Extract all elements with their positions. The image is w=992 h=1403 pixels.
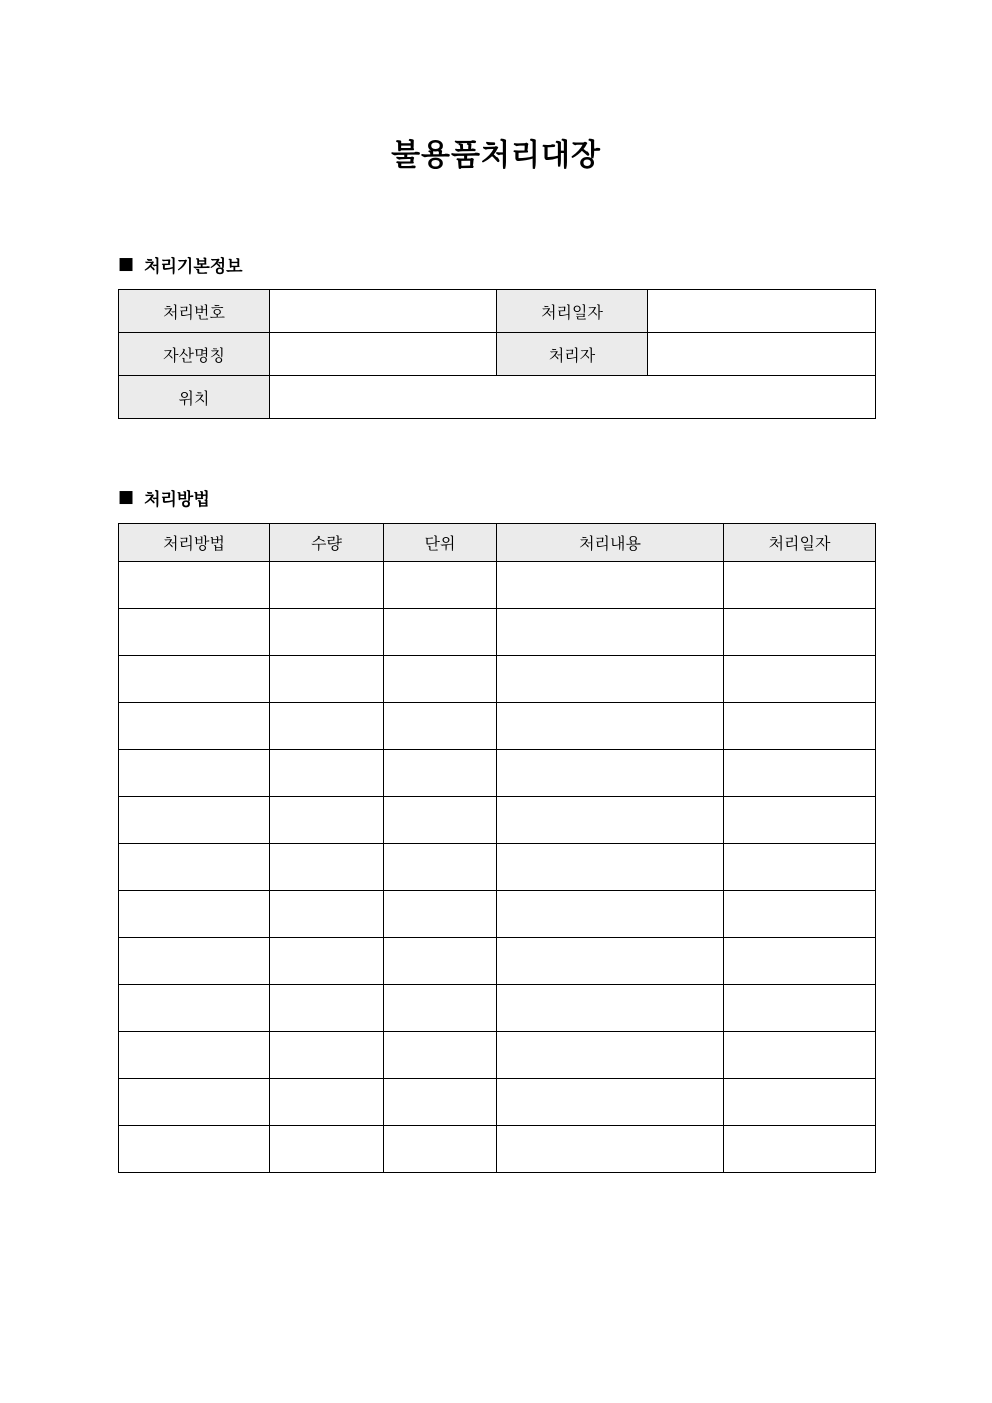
cell-unit[interactable]: [384, 656, 497, 703]
table-row: [119, 985, 876, 1032]
cell-method[interactable]: [119, 891, 270, 938]
cell-quantity[interactable]: [270, 938, 384, 985]
cell-date[interactable]: [724, 609, 876, 656]
square-bullet-icon: ■: [118, 487, 135, 507]
table-row: [119, 609, 876, 656]
cell-unit[interactable]: [384, 609, 497, 656]
cell-content[interactable]: [497, 1079, 724, 1126]
table-row: [119, 1126, 876, 1173]
cell-date[interactable]: [724, 1126, 876, 1173]
table-row: [119, 703, 876, 750]
table-row: [119, 1079, 876, 1126]
method-heading: [118, 484, 210, 510]
square-bullet-icon: ■: [118, 254, 135, 274]
label-process-number: 처리번호: [119, 290, 270, 333]
table-row: [119, 1032, 876, 1079]
field-asset-name[interactable]: [270, 333, 497, 376]
basic-info-heading-label: 처리기본정보: [144, 256, 243, 277]
cell-method[interactable]: [119, 844, 270, 891]
cell-quantity[interactable]: [270, 656, 384, 703]
table-row: [119, 797, 876, 844]
cell-method[interactable]: [119, 985, 270, 1032]
table-row: [119, 938, 876, 985]
cell-method[interactable]: [119, 1032, 270, 1079]
cell-content[interactable]: [497, 609, 724, 656]
cell-quantity[interactable]: [270, 1079, 384, 1126]
cell-unit[interactable]: [384, 562, 497, 609]
cell-quantity[interactable]: [270, 1126, 384, 1173]
cell-date[interactable]: [724, 562, 876, 609]
table-row: [119, 656, 876, 703]
cell-unit[interactable]: [384, 750, 497, 797]
label-location: 위치: [119, 376, 270, 419]
cell-method[interactable]: [119, 703, 270, 750]
cell-date[interactable]: [724, 891, 876, 938]
cell-quantity[interactable]: [270, 750, 384, 797]
column-header-date: 처리일자: [724, 524, 876, 562]
cell-content[interactable]: [497, 562, 724, 609]
cell-date[interactable]: [724, 844, 876, 891]
cell-date[interactable]: [724, 1032, 876, 1079]
field-process-date[interactable]: [648, 290, 876, 333]
table-row: [119, 844, 876, 891]
cell-content[interactable]: [497, 656, 724, 703]
cell-date[interactable]: [724, 797, 876, 844]
column-header-method: 처리방법: [119, 524, 270, 562]
method-table: [118, 523, 876, 1173]
cell-method[interactable]: [119, 797, 270, 844]
cell-quantity[interactable]: [270, 562, 384, 609]
cell-content[interactable]: [497, 891, 724, 938]
cell-quantity[interactable]: [270, 703, 384, 750]
cell-date[interactable]: [724, 985, 876, 1032]
cell-method[interactable]: [119, 609, 270, 656]
cell-quantity[interactable]: [270, 844, 384, 891]
method-heading-label: 처리방법: [144, 489, 210, 510]
cell-content[interactable]: [497, 1126, 724, 1173]
column-header-content: 처리내용: [497, 524, 724, 562]
cell-date[interactable]: [724, 656, 876, 703]
column-header-unit: 단위: [384, 524, 497, 562]
cell-unit[interactable]: [384, 891, 497, 938]
cell-unit[interactable]: [384, 938, 497, 985]
cell-quantity[interactable]: [270, 797, 384, 844]
document-title: 불용품처리대장: [391, 138, 601, 173]
cell-date[interactable]: [724, 1079, 876, 1126]
cell-quantity[interactable]: [270, 891, 384, 938]
cell-method[interactable]: [119, 1079, 270, 1126]
cell-content[interactable]: [497, 938, 724, 985]
cell-method[interactable]: [119, 656, 270, 703]
cell-unit[interactable]: [384, 1126, 497, 1173]
cell-content[interactable]: [497, 750, 724, 797]
basic-info-heading: [118, 251, 243, 277]
cell-method[interactable]: [119, 938, 270, 985]
field-handler[interactable]: [648, 333, 876, 376]
cell-quantity[interactable]: [270, 609, 384, 656]
cell-quantity[interactable]: [270, 985, 384, 1032]
table-row: [119, 750, 876, 797]
column-header-quantity: 수량: [270, 524, 384, 562]
cell-unit[interactable]: [384, 1079, 497, 1126]
cell-content[interactable]: [497, 797, 724, 844]
table-row: [119, 891, 876, 938]
cell-unit[interactable]: [384, 985, 497, 1032]
basic-info-table: [118, 289, 876, 419]
cell-date[interactable]: [724, 938, 876, 985]
field-process-number[interactable]: [270, 290, 497, 333]
label-handler: 처리자: [497, 333, 648, 376]
cell-unit[interactable]: [384, 1032, 497, 1079]
cell-unit[interactable]: [384, 797, 497, 844]
cell-method[interactable]: [119, 1126, 270, 1173]
cell-content[interactable]: [497, 703, 724, 750]
cell-method[interactable]: [119, 750, 270, 797]
cell-quantity[interactable]: [270, 1032, 384, 1079]
field-location[interactable]: [270, 376, 876, 419]
cell-content[interactable]: [497, 985, 724, 1032]
cell-content[interactable]: [497, 1032, 724, 1079]
cell-content[interactable]: [497, 844, 724, 891]
cell-method[interactable]: [119, 562, 270, 609]
label-process-date: 처리일자: [497, 290, 648, 333]
method-table-body: [119, 562, 876, 1173]
cell-unit[interactable]: [384, 844, 497, 891]
label-asset-name: 자산명칭: [119, 333, 270, 376]
table-row: [119, 562, 876, 609]
cell-unit[interactable]: [384, 703, 497, 750]
cell-date[interactable]: [724, 750, 876, 797]
method-table-header-row: [119, 524, 876, 562]
cell-date[interactable]: [724, 703, 876, 750]
